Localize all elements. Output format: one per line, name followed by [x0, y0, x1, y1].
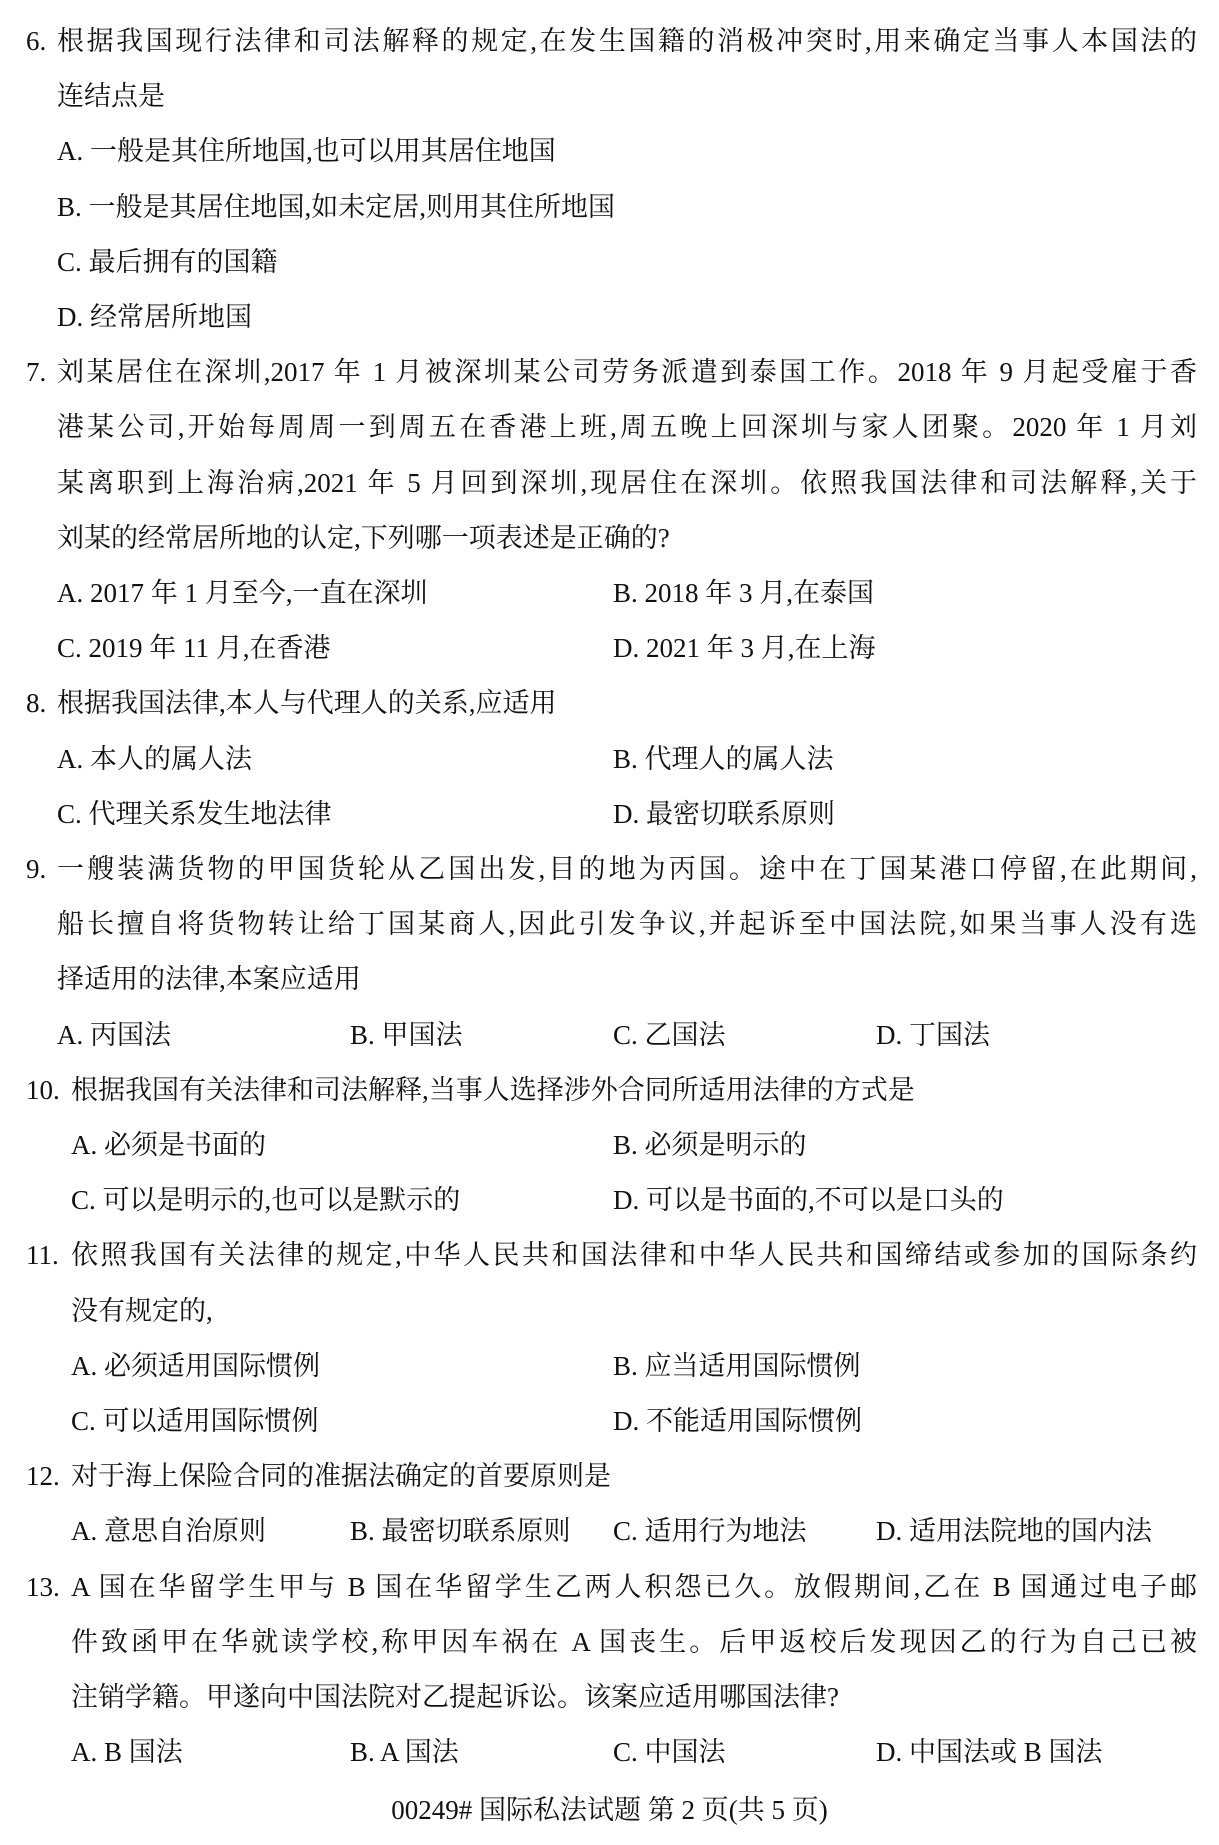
question-number: 9. [26, 854, 47, 884]
question-text: 根据我国法律,本人与代理人的关系,应适用 [57, 688, 557, 719]
answer-option: A. B 国法 [71, 1737, 183, 1768]
question-text: 港某公司,开始每周周一到周五在香港上班,周五晚上回深圳与家人团聚。2020 年 1 月刘 [57, 412, 1197, 443]
answer-option: B. 甲国法 [350, 1019, 463, 1050]
page-footer: 00249# 国际私法试题 第 2 页(共 5 页) [391, 1795, 828, 1825]
question-text: 根据我国现行法律和司法解释的规定,在发生国籍的消极冲突时,用来确定当事人本国法的 [57, 26, 1197, 56]
question-number: 13. [26, 1571, 60, 1602]
answer-option: A. 一般是其住所地国,也可以用其居住地国 [57, 136, 556, 167]
answer-option: C. 2019 年 11 月,在香港 [57, 633, 331, 664]
answer-option: C. 可以是明示的,也可以是默示的 [71, 1185, 461, 1216]
question-text: 一艘装满货物的甲国货轮从乙国出发,目的地为丙国。途中在丁国某港口停留,在此期间, [57, 854, 1197, 884]
question-number: 10. [26, 1074, 60, 1105]
answer-option: B. 一般是其居住地国,如未定居,则用其住所地国 [57, 191, 616, 222]
answer-option: D. 最密切联系原则 [613, 798, 835, 829]
question-text: 刘某的经常居所地的认定,下列哪一项表述是正确的? [57, 522, 670, 553]
answer-option: C. 可以适用国际惯例 [71, 1406, 319, 1436]
answer-option: D. 中国法或 B 国法 [876, 1737, 1103, 1768]
answer-option: B. 应当适用国际惯例 [613, 1350, 861, 1381]
answer-option: B. 2018 年 3 月,在泰国 [613, 578, 875, 608]
question-text: 对于海上保险合同的准据法确定的首要原则是 [71, 1461, 611, 1492]
question-number: 8. [26, 688, 47, 719]
answer-option: A. 2017 年 1 月至今,一直在深圳 [57, 578, 428, 608]
answer-option: A. 必须适用国际惯例 [71, 1350, 320, 1381]
question-number: 12. [26, 1461, 60, 1492]
answer-option: B. 最密切联系原则 [350, 1516, 571, 1547]
question-text: 择适用的法律,本案应适用 [57, 964, 361, 995]
answer-option: D. 经常居所地国 [57, 302, 252, 332]
answer-option: A. 意思自治原则 [71, 1516, 266, 1547]
question-text: 注销学籍。甲遂向中国法院对乙提起诉讼。该案应适用哪国法律? [71, 1682, 839, 1712]
question-text: 刘某居住在深圳,2017 年 1 月被深圳某公司劳务派遣到泰国工作。2018 年 9 月起受雇于香 [57, 357, 1197, 388]
question-text: A 国在华留学生甲与 B 国在华留学生乙两人积怨已久。放假期间,乙在 B 国通过电子邮 [71, 1571, 1197, 1602]
question-text: 连结点是 [57, 81, 165, 112]
question-number: 11. [26, 1240, 59, 1271]
question-text: 依照我国有关法律的规定,中华人民共和国法律和中华人民共和国缔结或参加的国际条约 [71, 1240, 1197, 1271]
answer-option: D. 不能适用国际惯例 [613, 1406, 862, 1436]
answer-option: B. 代理人的属人法 [613, 743, 834, 774]
question-text: 某离职到上海治病,2021 年 5 月回到深圳,现居住在深圳。依照我国法律和司法解释,关于 [57, 467, 1197, 498]
question-number: 6. [26, 26, 47, 56]
question-number: 7. [26, 357, 47, 388]
answer-option: C. 代理关系发生地法律 [57, 798, 332, 829]
question-text: 件致函甲在华就读学校,称甲因车祸在 A 国丧生。后甲返校后发现因乙的行为自己已被 [71, 1626, 1197, 1657]
answer-option: B. A 国法 [350, 1737, 459, 1768]
answer-option: A. 必须是书面的 [71, 1130, 266, 1160]
question-text: 没有规定的, [71, 1295, 213, 1326]
answer-option: A. 丙国法 [57, 1019, 171, 1050]
question-text: 根据我国有关法律和司法解释,当事人选择涉外合同所适用法律的方式是 [71, 1074, 915, 1105]
answer-option: D. 2021 年 3 月,在上海 [613, 633, 876, 664]
question-text: 船长擅自将货物转让给丁国某商人,因此引发争议,并起诉至中国法院,如果当事人没有选 [57, 909, 1197, 940]
answer-option: B. 必须是明示的 [613, 1130, 807, 1160]
answer-option: C. 乙国法 [613, 1019, 726, 1050]
answer-option: D. 可以是书面的,不可以是口头的 [613, 1185, 1004, 1216]
answer-option: C. 适用行为地法 [613, 1516, 807, 1547]
answer-option: D. 适用法院地的国内法 [876, 1516, 1152, 1547]
answer-option: A. 本人的属人法 [57, 743, 252, 774]
answer-option: C. 中国法 [613, 1737, 726, 1768]
answer-option: C. 最后拥有的国籍 [57, 246, 278, 277]
answer-option: D. 丁国法 [876, 1019, 990, 1050]
